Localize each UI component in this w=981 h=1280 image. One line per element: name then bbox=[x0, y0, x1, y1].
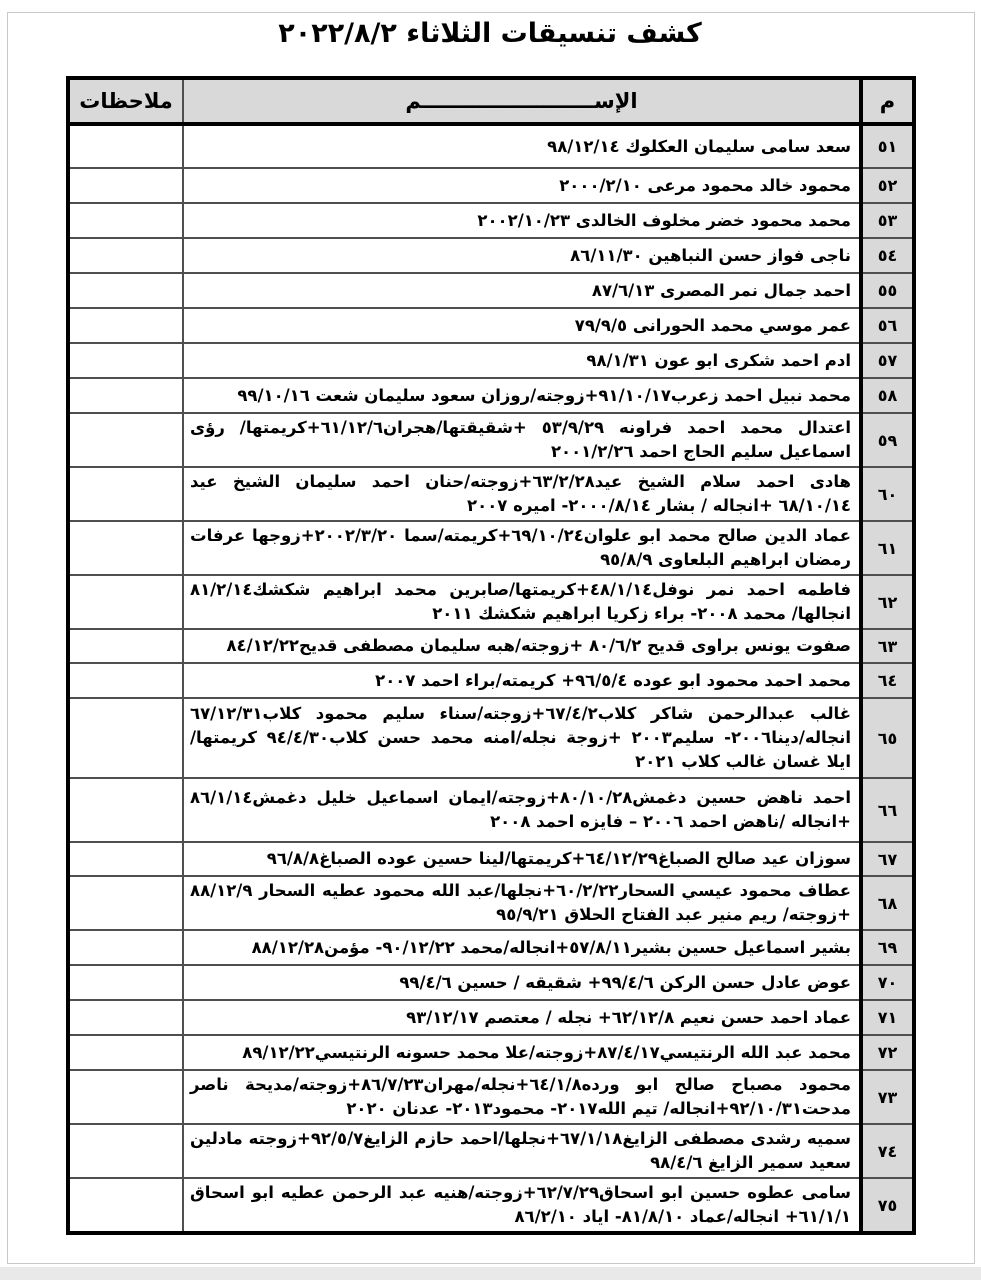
notes-cell bbox=[68, 1035, 183, 1070]
table-row bbox=[68, 575, 914, 629]
table-row bbox=[68, 413, 914, 467]
serial-cell: ٥٥ bbox=[861, 273, 914, 308]
table-row bbox=[68, 343, 914, 378]
table-row bbox=[68, 663, 914, 698]
notes-cell bbox=[68, 1124, 183, 1178]
name-cell: محمود خالد محمود مرعى ٢٠٠٠/٢/١٠ bbox=[183, 168, 861, 203]
table-row bbox=[68, 1070, 914, 1124]
serial-cell: ٥٨ bbox=[861, 378, 914, 413]
serial-cell: ٦٤ bbox=[861, 663, 914, 698]
header-row bbox=[68, 78, 914, 124]
table-row bbox=[68, 842, 914, 876]
table-row bbox=[68, 965, 914, 1000]
notes-cell bbox=[68, 413, 183, 467]
notes-cell bbox=[68, 842, 183, 876]
scan-edge-strip bbox=[0, 1267, 981, 1280]
serial-cell: ٧١ bbox=[861, 1000, 914, 1035]
name-cell: عمر موسي محمد الحورانى ٧٩/٩/٥ bbox=[183, 308, 861, 343]
name-cell: عطاف محمود عيسي السحار٦٠/٢/٢٢+نجلها/عبد الله محمود عطيه السحار ٨٨/١٢/٩ +زوجته/ ريم منير عبد الفتاح الحلاق ٩٥/٩/٢١ bbox=[183, 876, 861, 930]
serial-cell: ٥٦ bbox=[861, 308, 914, 343]
serial-cell: ٦٠ bbox=[861, 467, 914, 521]
notes-cell bbox=[68, 168, 183, 203]
serial-cell: ٧٥ bbox=[861, 1178, 914, 1233]
table-row bbox=[68, 203, 914, 238]
notes-cell bbox=[68, 378, 183, 413]
notes-cell bbox=[68, 238, 183, 273]
name-cell: احمد جمال نمر المصرى ٨٧/٦/١٣ bbox=[183, 273, 861, 308]
name-cell: بشير اسماعيل حسين بشير٥٧/٨/١١+انجاله/محمد ٩٠/١٢/٢٢- مؤمن٨٨/١٢/٢٨ bbox=[183, 930, 861, 965]
table-row bbox=[68, 273, 914, 308]
name-cell: ناجى فواز حسن النباهين ٨٦/١١/٣٠ bbox=[183, 238, 861, 273]
notes-cell bbox=[68, 1178, 183, 1233]
name-cell: غالب عبدالرحمن شاكر كلاب٦٧/٤/٢+زوجته/سناء سليم محمود كلاب٦٧/١٢/٣١ انجاله/دينا٢٠٠٦- سليم٢٠٠٣ +زوجة نجله/امنه محمد حسن كلاب٩٤/٤/٣٠ كريمتها/ ايلا غسان غالب كلاب ٢٠٢١ bbox=[183, 698, 861, 778]
serial-cell: ٦٥ bbox=[861, 698, 914, 778]
coordination-list-table bbox=[66, 76, 916, 1235]
table-row bbox=[68, 930, 914, 965]
table-row bbox=[68, 698, 914, 778]
table-row bbox=[68, 378, 914, 413]
table-row bbox=[68, 308, 914, 343]
notes-cell bbox=[68, 467, 183, 521]
header-name: الإســــــــــــــــــــــــم bbox=[183, 78, 861, 124]
notes-cell bbox=[68, 1000, 183, 1035]
serial-cell: ٧٤ bbox=[861, 1124, 914, 1178]
notes-cell bbox=[68, 698, 183, 778]
notes-cell bbox=[68, 203, 183, 238]
notes-cell bbox=[68, 876, 183, 930]
table-body bbox=[68, 124, 914, 1233]
name-cell: ادم احمد شكرى ابو عون ٩٨/١/٣١ bbox=[183, 343, 861, 378]
serial-cell: ٥٢ bbox=[861, 168, 914, 203]
notes-cell bbox=[68, 308, 183, 343]
name-cell: اعتدال محمد احمد فراونه ٥٣/٩/٢٩ +شقيقتها/هجران٦١/١٢/٦+كريمتها/ رؤى اسماعيل سليم الحاج احمد ٢٠٠١/٢/٢٦ bbox=[183, 413, 861, 467]
table-row bbox=[68, 521, 914, 575]
notes-cell bbox=[68, 575, 183, 629]
header-notes: ملاحظات bbox=[68, 78, 183, 124]
document-title: كشف تنسيقات الثلاثاء ٢٠٢٢/٨/٢ bbox=[278, 18, 702, 49]
name-cell: سامى عطوه حسين ابو اسحاق٦٢/٧/٢٩+زوجته/هنيه عبد الرحمن عطيه ابو اسحاق ٦١/١/١+ انجاله/عماد ٨١/٨/١٠- اياد ٨٦/٢/١٠ bbox=[183, 1178, 861, 1233]
table-row bbox=[68, 1000, 914, 1035]
name-cell: عماد الدين صالح محمد ابو علوان٦٩/١٠/٢٤+كريمته/سما ٢٠٠٢/٣/٢٠+زوجها عرفات رمضان ابراهيم البلعاوى ٩٥/٨/٩ bbox=[183, 521, 861, 575]
name-cell: محمد عبد الله الرنتيسي٨٧/٤/١٧+زوجته/علا محمد حسونه الرنتيسي٨٩/١٢/٢٢ bbox=[183, 1035, 861, 1070]
table-row bbox=[68, 876, 914, 930]
name-cell: هادى احمد سلام الشيخ عيد٦٣/٢/٢٨+زوجته/حنان احمد سليمان الشيخ عيد ٦٨/١٠/١٤ +انجاله / بشار ٢٠٠٠/٨/١٤- اميره ٢٠٠٧ bbox=[183, 467, 861, 521]
notes-cell bbox=[68, 273, 183, 308]
notes-cell bbox=[68, 965, 183, 1000]
table-row bbox=[68, 778, 914, 842]
name-cell: سوزان عيد صالح الصباغ٦٤/١٢/٢٩+كريمتها/لينا حسين عوده الصباغ٩٦/٨/٨ bbox=[183, 842, 861, 876]
serial-cell: ٦١ bbox=[861, 521, 914, 575]
name-cell: محمد احمد محمود ابو عوده ٩٦/٥/٤+ كريمته/براء احمد ٢٠٠٧ bbox=[183, 663, 861, 698]
table-row bbox=[68, 124, 914, 168]
serial-cell: ٦٩ bbox=[861, 930, 914, 965]
notes-cell bbox=[68, 629, 183, 663]
serial-cell: ٦٣ bbox=[861, 629, 914, 663]
serial-cell: ٥٤ bbox=[861, 238, 914, 273]
notes-cell bbox=[68, 1070, 183, 1124]
notes-cell bbox=[68, 521, 183, 575]
notes-cell bbox=[68, 124, 183, 168]
serial-cell: ٦٧ bbox=[861, 842, 914, 876]
table-row bbox=[68, 1124, 914, 1178]
serial-cell: ٧٠ bbox=[861, 965, 914, 1000]
table-row bbox=[68, 168, 914, 203]
serial-cell: ٦٦ bbox=[861, 778, 914, 842]
serial-cell: ٦٨ bbox=[861, 876, 914, 930]
serial-cell: ٥١ bbox=[861, 124, 914, 168]
name-cell: صفوت يونس براوى قديح ٨٠/٦/٢ +زوجته/هبه سليمان مصطفى قديح٨٤/١٢/٢٢ bbox=[183, 629, 861, 663]
serial-cell: ٥٩ bbox=[861, 413, 914, 467]
name-cell: محمد نبيل احمد زعرب٩١/١٠/١٧+زوجته/روزان سعود سليمان شعت ٩٩/١٠/١٦ bbox=[183, 378, 861, 413]
name-cell: عماد احمد حسن نعيم ٦٢/١٢/٨+ نجله / معتصم ٩٣/١٢/١٧ bbox=[183, 1000, 861, 1035]
name-cell: سميه رشدى مصطفى الزايغ٦٧/١/١٨+نجلها/احمد حازم الزايغ٩٢/٥/٧+زوجته مادلين سعيد سمير الزايغ ٩٨/٤/٦ bbox=[183, 1124, 861, 1178]
notes-cell bbox=[68, 343, 183, 378]
notes-cell bbox=[68, 778, 183, 842]
header-serial: م bbox=[861, 78, 914, 124]
name-cell: محمود مصباح صالح ابو ورده٦٤/١/٨+نجله/مهران٨٦/٧/٢٣+زوجته/مديحة ناصر مدحت٩٢/١٠/٣١+انجاله/ تيم الله٢٠١٧- محمود٢٠١٣- عدنان ٢٠٢٠ bbox=[183, 1070, 861, 1124]
table-row bbox=[68, 238, 914, 273]
name-cell: محمد محمود خضر مخلوف الخالدى ٢٠٠٢/١٠/٢٣ bbox=[183, 203, 861, 238]
table-row bbox=[68, 467, 914, 521]
table-row bbox=[68, 1035, 914, 1070]
serial-cell: ٥٣ bbox=[861, 203, 914, 238]
name-cell: احمد ناهض حسين دغمش٨٠/١٠/٢٨+زوجته/ايمان اسماعيل خليل دغمش٨٦/١/١٤ +انجاله /ناهض احمد ٢٠٠٦ – فايزه احمد ٢٠٠٨ bbox=[183, 778, 861, 842]
notes-cell bbox=[68, 663, 183, 698]
notes-cell bbox=[68, 930, 183, 965]
table-row bbox=[68, 1178, 914, 1233]
serial-cell: ٥٧ bbox=[861, 343, 914, 378]
serial-cell: ٧٣ bbox=[861, 1070, 914, 1124]
name-cell: فاطمه احمد نمر نوفل٤٨/١/١٤+كريمتها/صابرين محمد ابراهيم شكشك٨١/٢/١٤ انجالها/ محمد ٢٠٠٨- براء زكريا ابراهيم شكشك ٢٠١١ bbox=[183, 575, 861, 629]
serial-cell: ٦٢ bbox=[861, 575, 914, 629]
table-row bbox=[68, 629, 914, 663]
name-cell: سعد سامى سليمان العكلوك ٩٨/١٢/١٤ bbox=[183, 124, 861, 168]
name-cell: عوض عادل حسن الركن ٩٩/٤/٦+ شقيقه / حسين ٩٩/٤/٦ bbox=[183, 965, 861, 1000]
serial-cell: ٧٢ bbox=[861, 1035, 914, 1070]
